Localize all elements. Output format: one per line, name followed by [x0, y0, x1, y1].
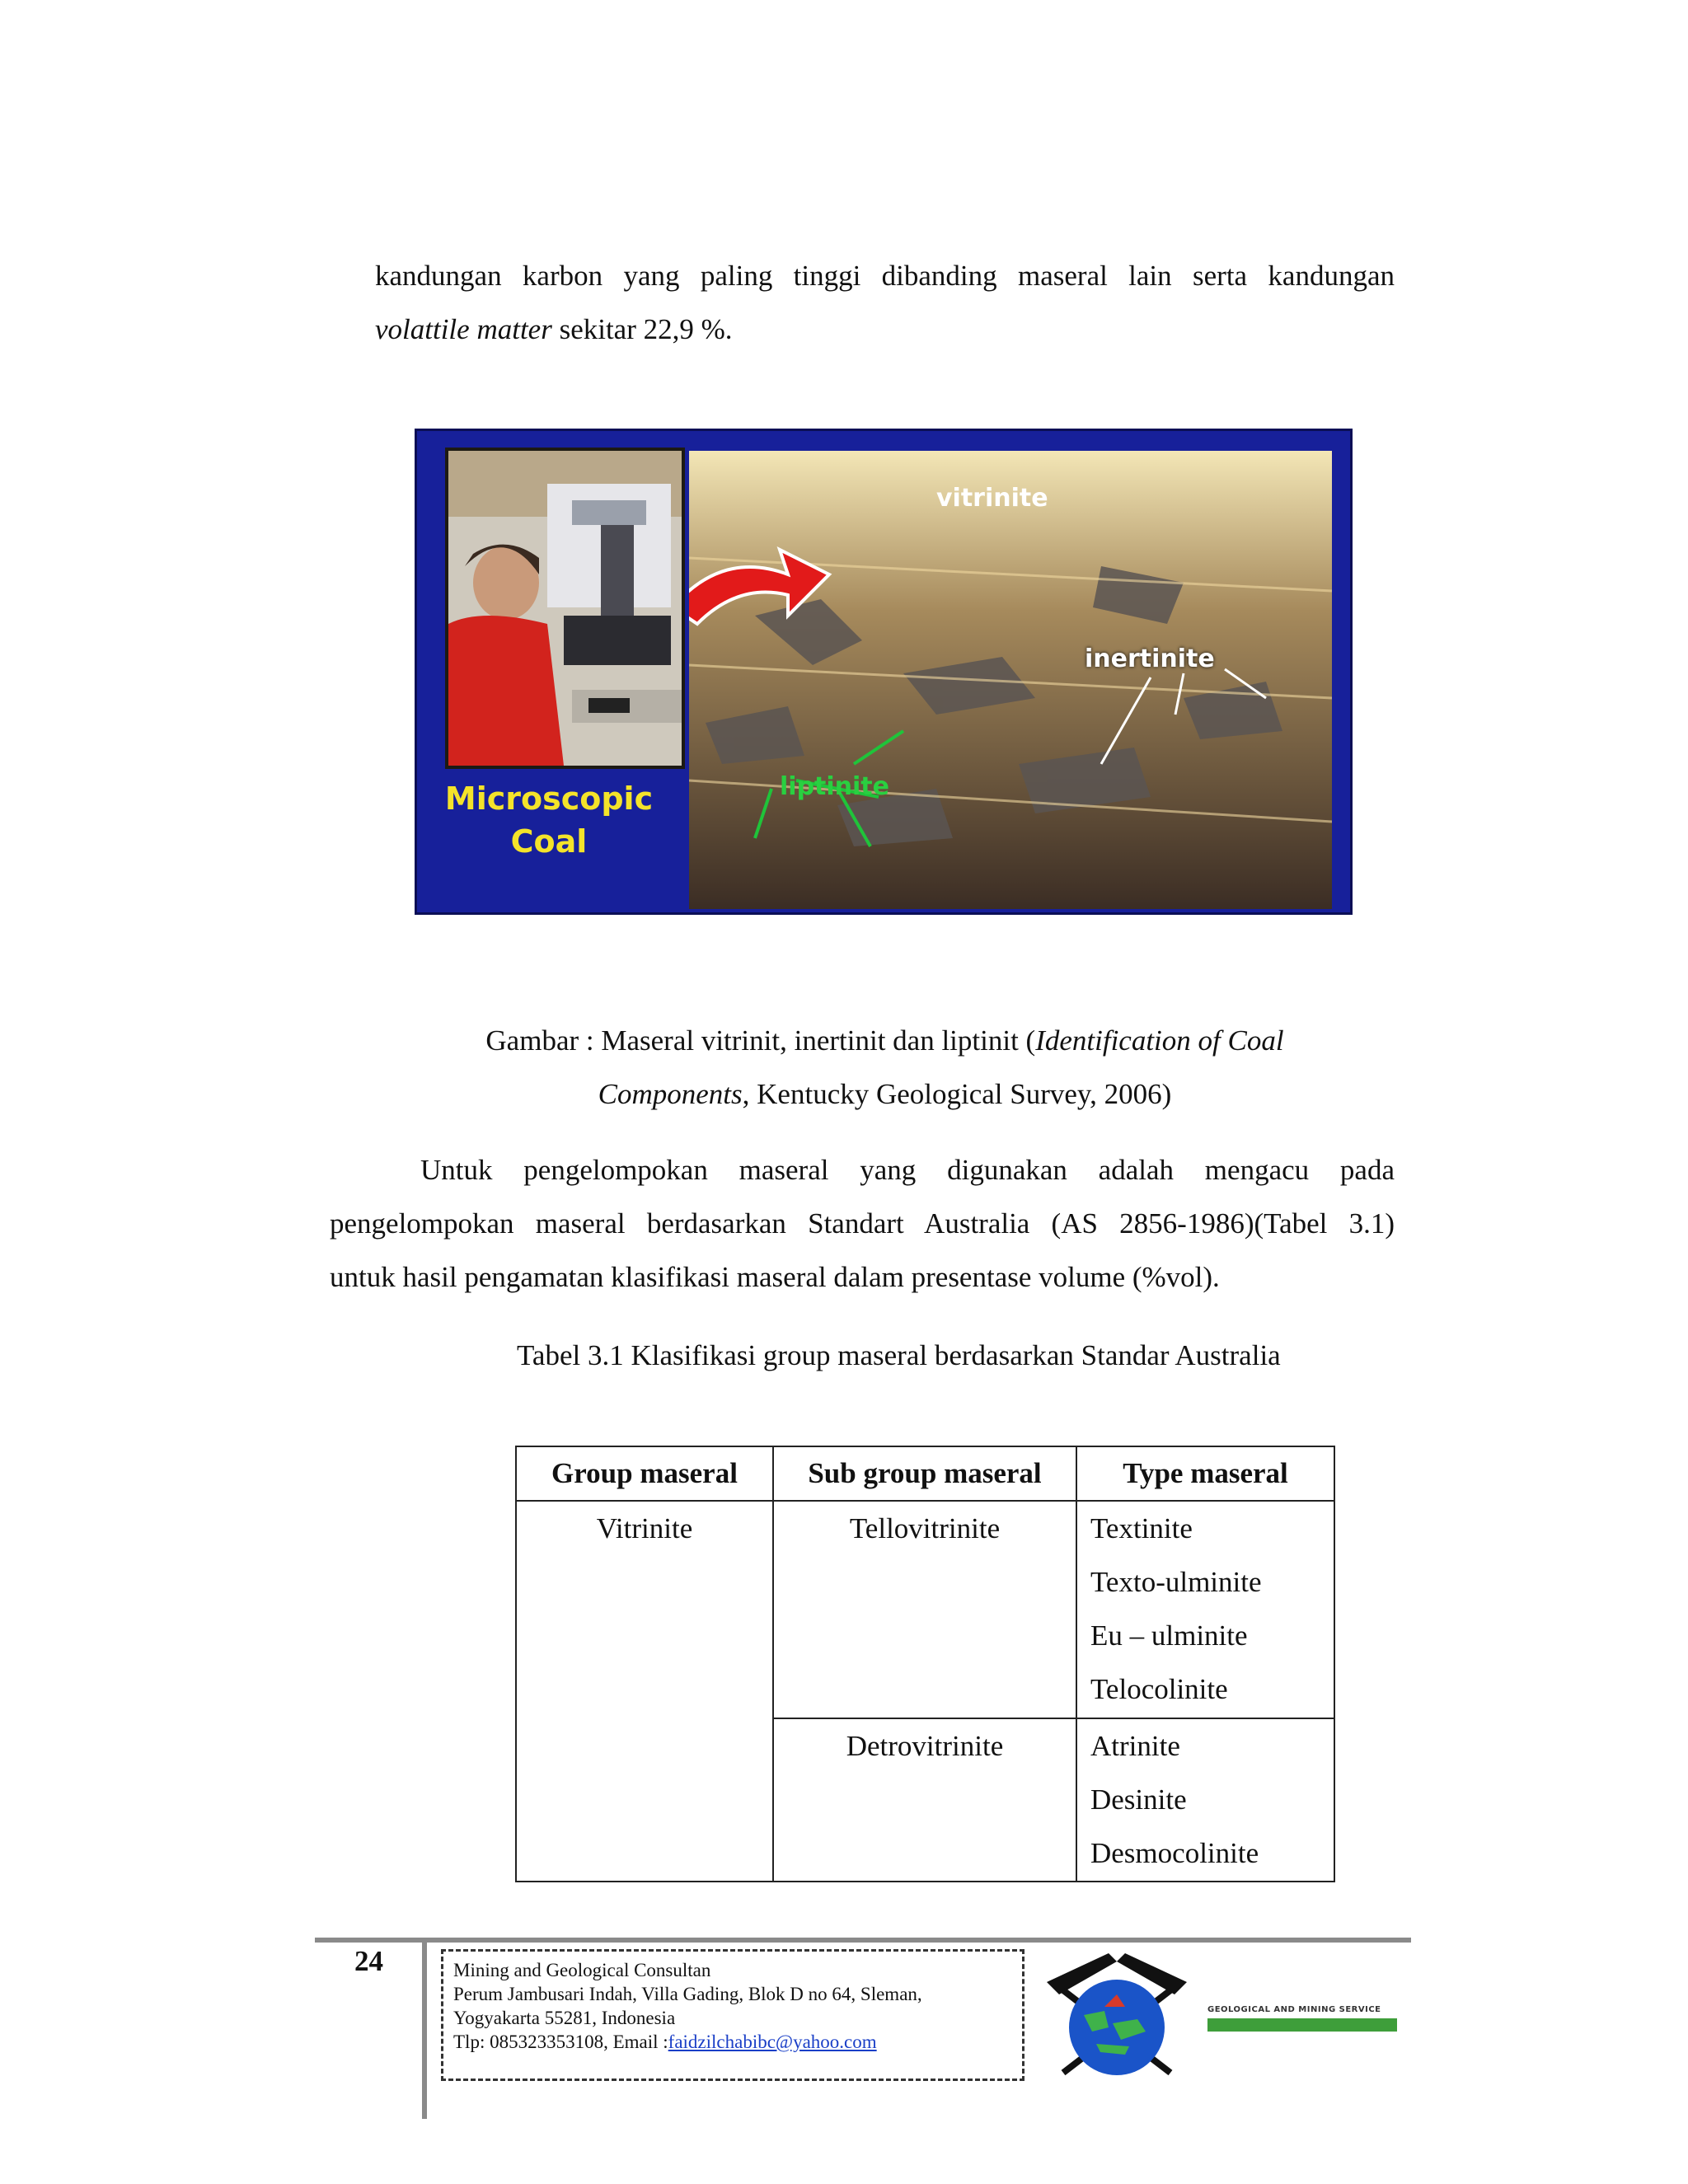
vitrinite-label: vitrinite — [936, 484, 1048, 513]
type-item: Texto-ulminite — [1090, 1566, 1262, 1598]
type-item: Textinite — [1090, 1512, 1193, 1544]
footer-rule-vertical — [422, 1939, 427, 2119]
table-header-row — [516, 1446, 1334, 1501]
microscopic-coal-title-line1: Microscopic — [444, 780, 654, 817]
globe-hammer-icon — [1030, 1949, 1203, 2081]
paragraph-classification — [330, 1143, 1395, 1304]
paragraph-intro-line1: kandungan karbon yang paling tinggi dibanding maseral lain serta kandungan — [375, 260, 1395, 292]
contact-phone: Tlp: 085323353108, Email : — [453, 2032, 668, 2052]
logo-tagline: GEOLOGICAL AND MINING SERVICE — [1207, 2005, 1381, 2014]
type-item: Telocolinite — [1090, 1673, 1228, 1705]
type-item: Atrinite — [1090, 1730, 1180, 1762]
volatile-matter-term: volattile matter — [375, 313, 552, 345]
type-cell — [1076, 1718, 1334, 1882]
logo-wordmark-bar — [1207, 2018, 1397, 2032]
microscope-operator-photo — [445, 448, 685, 769]
page-number: 24 — [354, 1945, 383, 1977]
footer-rule-horizontal — [315, 1938, 1411, 1943]
paragraph-classification-line3: untuk hasil pengamatan klasifikasi maseral dalam presentase volume (%vol). — [330, 1261, 1220, 1293]
maceral-classification-table — [515, 1446, 1335, 1882]
contact-company: Mining and Geological Consultan — [453, 1960, 711, 1980]
header-group-maseral: Group maseral — [516, 1446, 773, 1501]
microscopic-coal-figure — [415, 429, 1353, 915]
caption-suffix: , Kentucky Geological Survey, 2006) — [742, 1078, 1172, 1110]
type-cell — [1076, 1501, 1334, 1718]
table-row — [516, 1501, 1334, 1718]
contact-address-line2: Yogyakarta 55281, Indonesia — [453, 2008, 676, 2028]
type-item: Desmocolinite — [1090, 1837, 1259, 1869]
table-title: Tabel 3.1 Klasifikasi group maseral berdasarkan Standar Australia — [517, 1339, 1281, 1371]
caption-italic-1: Identification of Coal — [1035, 1024, 1284, 1057]
contact-email-link[interactable]: faidzilchabibc@yahoo.com — [668, 2032, 877, 2052]
caption-prefix: Gambar : Maseral vitrinit, inertinit dan liptinit ( — [485, 1024, 1036, 1057]
microscopic-coal-title — [442, 777, 656, 863]
group-cell: Vitrinite — [516, 1501, 773, 1882]
paragraph-classification-line1: Untuk pengelompokan maseral yang digunakan adalah mengacu pada — [420, 1154, 1395, 1186]
type-item: Eu – ulminite — [1090, 1619, 1248, 1652]
contact-box — [441, 1949, 1025, 2081]
caption-italic-2: Components — [598, 1078, 743, 1110]
microscopic-coal-title-line2: Coal — [510, 823, 588, 860]
header-type-maseral: Type maseral — [1076, 1446, 1334, 1501]
contact-phone-email — [453, 2030, 1012, 2054]
coal-micrograph — [689, 451, 1332, 909]
contact-address-line1: Perum Jambusari Indah, Villa Gading, Blok D no 64, Sleman, — [453, 1984, 922, 2004]
company-logo — [1030, 1949, 1409, 2081]
header-sub-group-maseral: Sub group maseral — [773, 1446, 1076, 1501]
figure-caption — [375, 1014, 1395, 1121]
paragraph-intro-line2 — [375, 302, 1395, 356]
paragraph-intro-line2-rest: sekitar 22,9 %. — [551, 313, 733, 345]
paragraph-classification-line2: pengelompokan maseral berdasarkan Standart Australia (AS 2856-1986)(Tabel 3.1) — [330, 1207, 1395, 1240]
type-item: Desinite — [1090, 1783, 1187, 1816]
paragraph-intro — [375, 249, 1395, 356]
inertinite-label: inertinite — [1085, 644, 1215, 673]
subgroup-cell: Detrovitrinite — [773, 1718, 1076, 1882]
subgroup-cell: Tellovitrinite — [773, 1501, 1076, 1718]
liptinite-label: liptinite — [780, 772, 889, 801]
